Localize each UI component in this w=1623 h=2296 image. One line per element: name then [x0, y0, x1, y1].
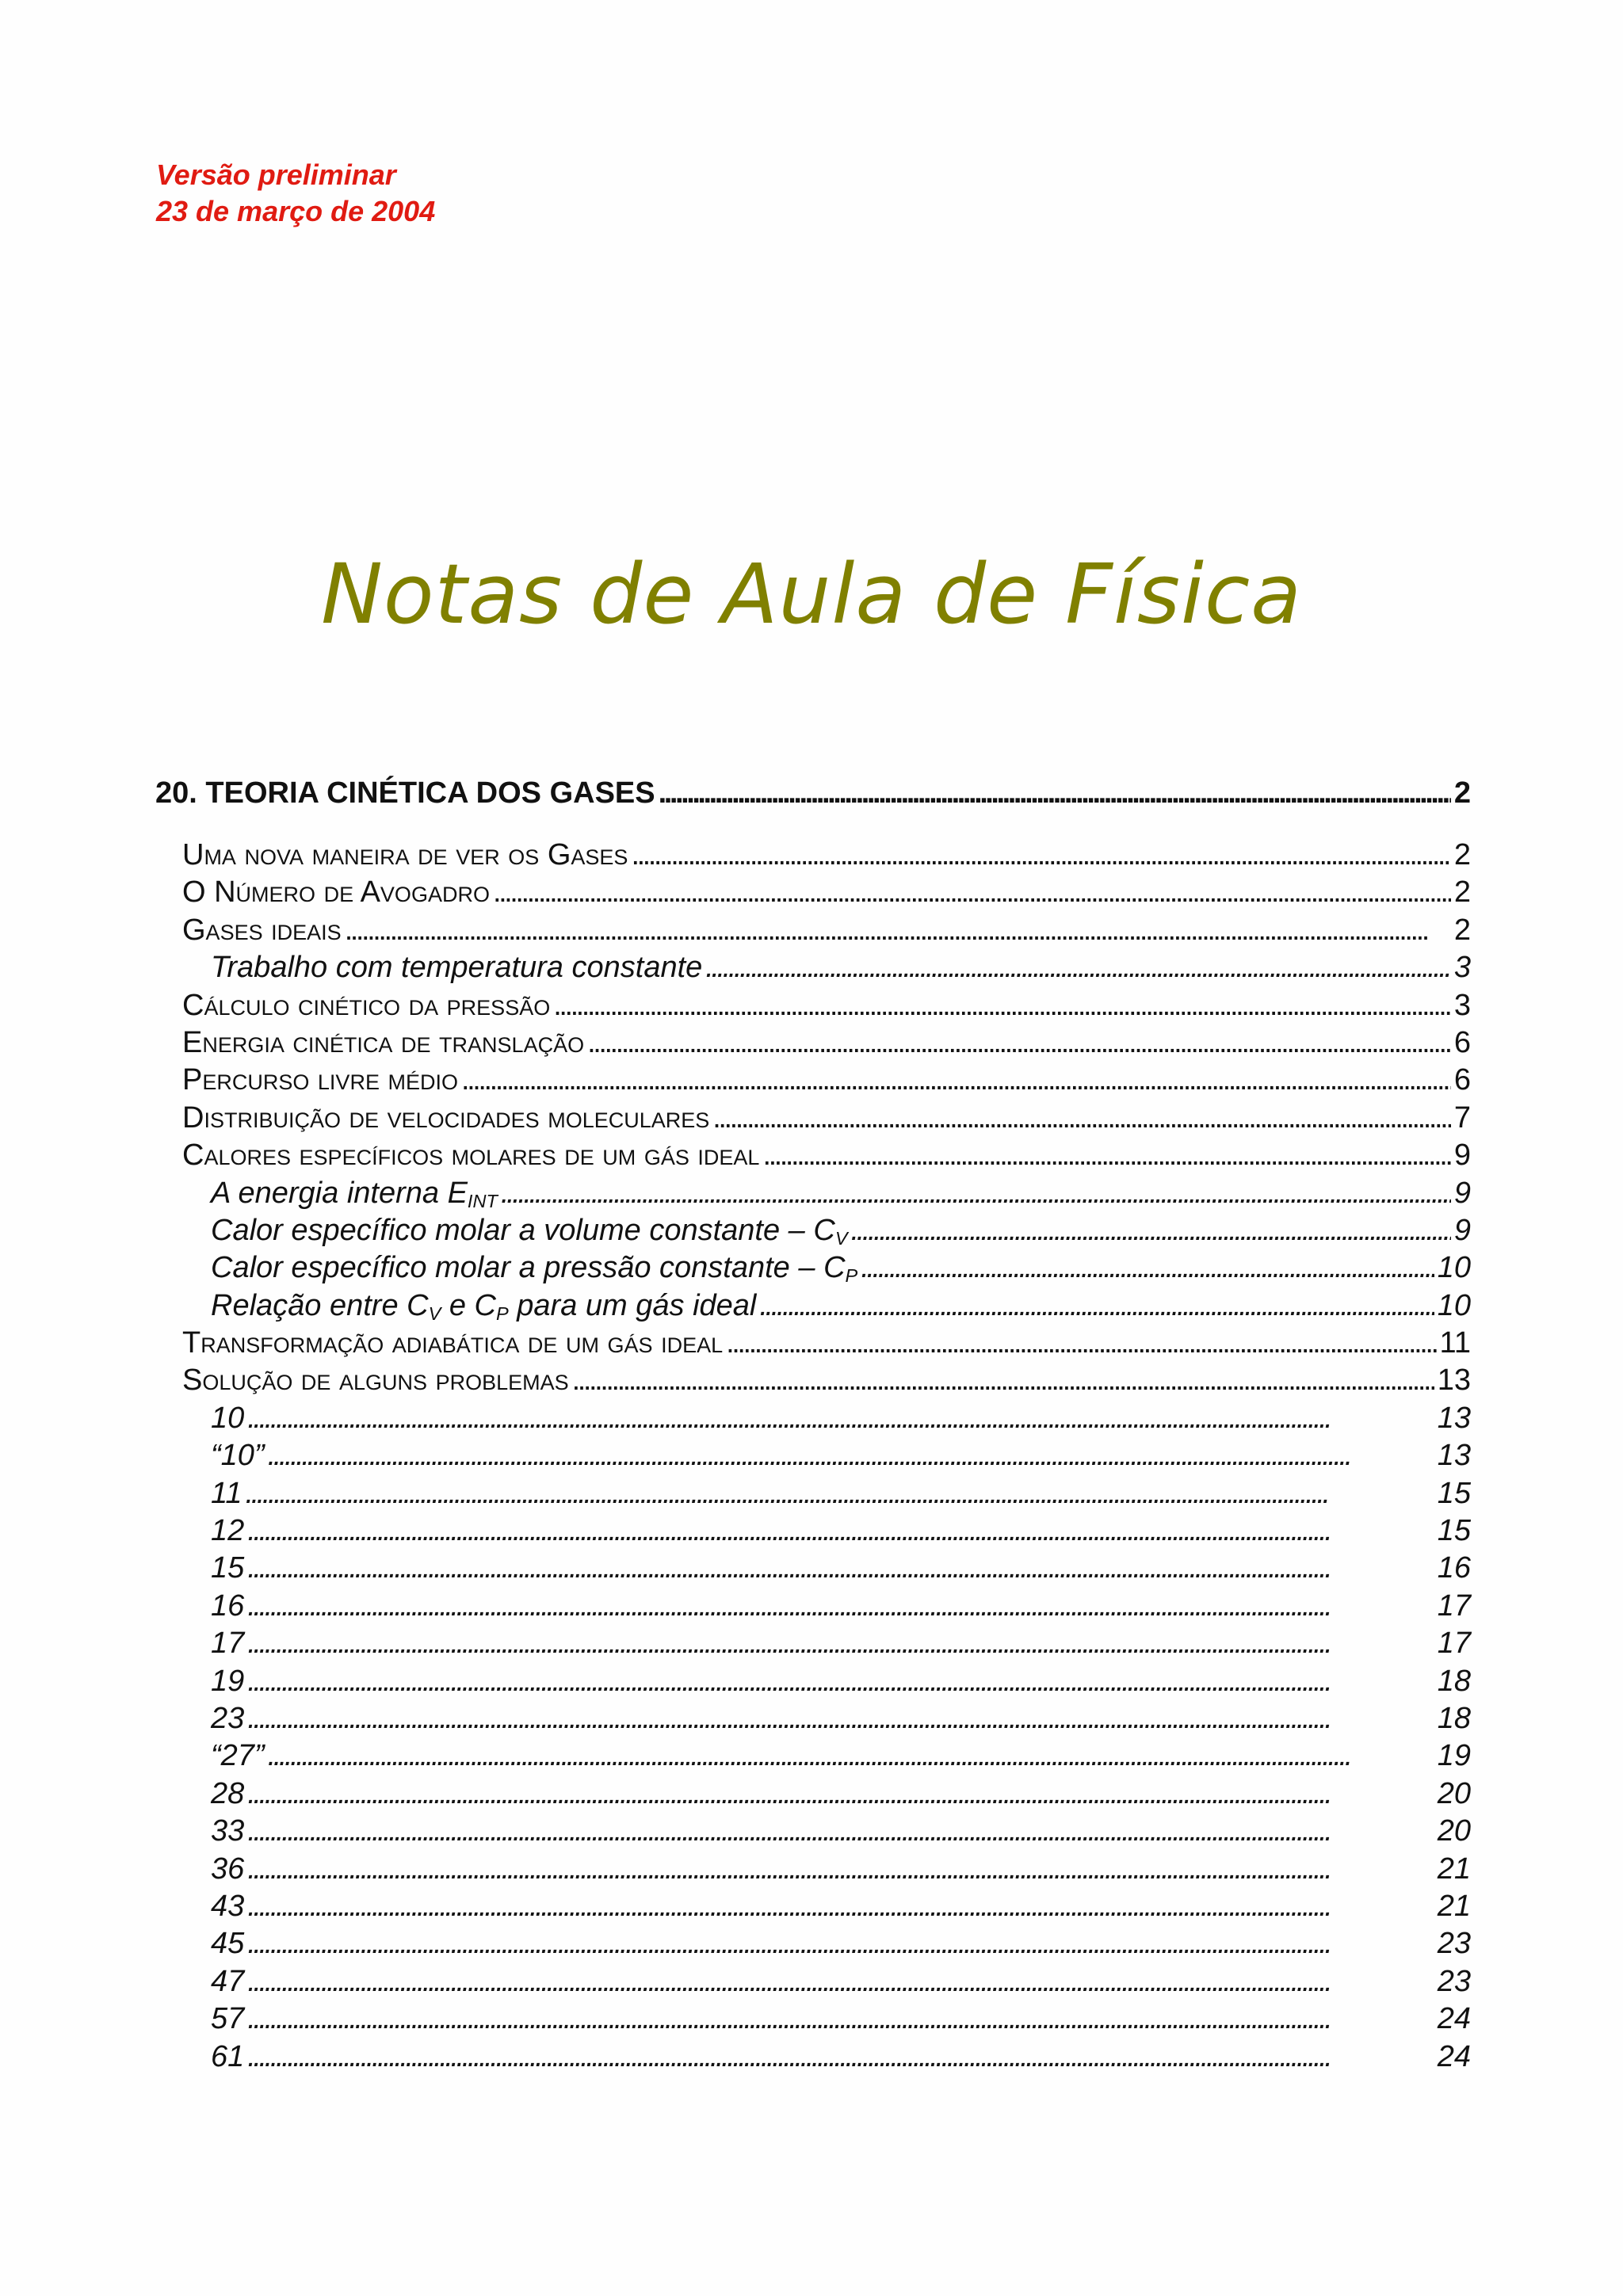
toc-subsection-entry[interactable]: [155, 2040, 1471, 2077]
toc-entry-label-text: 43: [211, 1889, 245, 1923]
toc-entry-label: [211, 1814, 244, 1848]
toc-dot-leader: [851, 1214, 1451, 1248]
toc-entry-page: 21: [1437, 1852, 1471, 1886]
toc-entry-page: 9: [1453, 1138, 1471, 1173]
toc-entry-page: 10: [1437, 1288, 1471, 1322]
toc-dot-leader: [712, 1101, 1451, 1135]
toc-section-entry[interactable]: [155, 989, 1471, 1026]
version-date: 23 de março de 2004: [156, 195, 436, 227]
toc-entry-label: 20. TEORIA CINÉTICA DOS GASES: [155, 776, 655, 810]
toc-dot-leader: [247, 1965, 1434, 1999]
version-header: [156, 157, 435, 230]
toc-dot-leader: [861, 1251, 1434, 1285]
toc-entry-label: [182, 1326, 723, 1360]
toc-dot-leader: [245, 1477, 1434, 1511]
toc-entry-page: 3: [1453, 988, 1471, 1022]
toc-entry-page: 17: [1437, 1589, 1471, 1623]
toc-subsection-entry[interactable]: [155, 1627, 1471, 1664]
toc-entry-label-text: 57: [211, 2002, 245, 2036]
toc-entry-label: [182, 913, 342, 948]
toc-entry-subscript: P: [496, 1302, 509, 1324]
toc-subsection-entry[interactable]: [155, 2002, 1471, 2039]
toc-entry-page: 3: [1453, 951, 1471, 985]
toc-entry-label-continuation: para um gás ideal: [508, 1288, 757, 1322]
toc-entry-page: 13: [1437, 1363, 1471, 1398]
toc-entry-page: 2: [1453, 776, 1471, 810]
toc-entry-label-text: 36: [211, 1852, 245, 1886]
toc-entry-label: [211, 951, 702, 985]
toc-entry-subscript: P: [845, 1265, 858, 1287]
toc-entry-label-text: Transformação adiabática de um gás ideal: [182, 1326, 724, 1360]
toc-chapter-entry[interactable]: [155, 776, 1471, 838]
toc-entry-page: 21: [1437, 1889, 1471, 1923]
toc-subsection-entry[interactable]: [155, 1890, 1471, 1927]
toc-entry-page: 2: [1453, 913, 1471, 947]
toc-entry-label-text: Energia cinética de translação: [182, 1025, 585, 1059]
toc-entry-label: [211, 2040, 244, 2074]
toc-entry-label: [211, 1777, 244, 1811]
toc-entry-page: 9: [1453, 1176, 1471, 1210]
toc-entry-label: [211, 1627, 244, 1661]
toc-section-entry[interactable]: [155, 913, 1471, 951]
toc-entry-label-text: Trabalho com temperatura constante: [211, 951, 703, 985]
toc-section-entry[interactable]: [155, 838, 1471, 875]
toc-entry-label-text: 47: [211, 1964, 245, 1998]
toc-subsection-entry[interactable]: [155, 1927, 1471, 1964]
toc-section-entry[interactable]: [155, 1363, 1471, 1401]
toc-subsection-entry[interactable]: [155, 1289, 1471, 1326]
toc-dot-leader: [762, 1138, 1450, 1173]
toc-dot-leader: [572, 1363, 1434, 1398]
toc-dot-leader: [461, 1063, 1451, 1097]
toc-entry-page: 13: [1437, 1401, 1471, 1435]
toc-entry-label-text: O Número de Avogadro: [182, 875, 490, 910]
toc-entry-page: 18: [1437, 1701, 1471, 1735]
toc-subsection-entry[interactable]: [155, 951, 1471, 988]
toc-dot-leader: [247, 1777, 1434, 1811]
toc-entry-label: [211, 1965, 244, 1999]
toc-section-entry[interactable]: [155, 875, 1471, 913]
toc-dot-leader: [705, 951, 1451, 985]
toc-entry-page: 23: [1437, 1964, 1471, 1998]
toc-dot-leader: [247, 1890, 1434, 1924]
toc-entry-label-text: Relação entre C: [211, 1288, 429, 1322]
document-title: Notas de Aula de Física: [321, 546, 1302, 643]
toc-dot-leader: [247, 2002, 1434, 2036]
toc-entry-label: [211, 1251, 857, 1285]
toc-entry-label-text: Cálculo cinético da pressão: [182, 988, 551, 1022]
toc-dot-leader: [659, 776, 1451, 810]
toc-entry-label: [182, 1101, 709, 1135]
toc-dot-leader: [247, 1514, 1434, 1548]
toc-entry-label-text: 61: [211, 2039, 245, 2073]
toc-dot-leader: [247, 1627, 1434, 1661]
toc-entry-label-text: Solução de alguns problemas: [182, 1363, 569, 1398]
toc-dot-leader: [493, 875, 1451, 910]
toc-entry-page: 13: [1437, 1439, 1471, 1473]
toc-subsection-entry[interactable]: [155, 1702, 1471, 1739]
toc-entry-page: 15: [1437, 1514, 1471, 1548]
toc-entry-label-text: 16: [211, 1589, 245, 1623]
toc-entry-label: [211, 1702, 244, 1736]
toc-entry-label-text: Distribuição de velocidades moleculares: [182, 1100, 710, 1135]
toc-entry-page: 20: [1437, 1814, 1471, 1848]
toc-entry-label-text: 10: [211, 1401, 245, 1435]
toc-entry-page: 17: [1437, 1627, 1471, 1661]
toc-entry-label: [182, 838, 628, 872]
toc-entry-page: 6: [1453, 1025, 1471, 1059]
toc-entry-page: 24: [1437, 2002, 1471, 2036]
toc-dot-leader: [247, 1852, 1434, 1886]
toc-entry-page: 23: [1437, 1927, 1471, 1961]
toc-entry-label-text: 17: [211, 1627, 245, 1661]
table-of-contents: [155, 776, 1471, 2077]
toc-subsection-entry[interactable]: [155, 1852, 1471, 1890]
toc-entry-label: [211, 1439, 265, 1473]
toc-dot-leader: [247, 1665, 1434, 1699]
toc-entry-label: [211, 1852, 244, 1886]
toc-dot-leader: [345, 913, 1451, 948]
toc-subsection-entry[interactable]: [155, 1214, 1471, 1251]
toc-section-entry[interactable]: [155, 1138, 1471, 1176]
toc-subsection-entry[interactable]: [155, 1439, 1471, 1476]
toc-entry-label-text: “27”: [211, 1739, 265, 1773]
toc-entry-label-text: Calor específico molar a volume constante – C: [211, 1213, 835, 1247]
toc-entry-page: 10: [1437, 1251, 1471, 1285]
toc-entry-label: [211, 1177, 498, 1211]
toc-dot-leader: [247, 1814, 1434, 1848]
toc-entry-label: [211, 1289, 756, 1323]
version-label: Versão preliminar: [156, 158, 396, 191]
toc-subsection-entry[interactable]: [155, 1551, 1471, 1589]
toc-entry-page: 20: [1437, 1776, 1471, 1810]
toc-subsection-entry[interactable]: [155, 1177, 1471, 1214]
toc-subsection-entry[interactable]: [155, 1814, 1471, 1852]
toc-dot-leader: [247, 1551, 1434, 1585]
toc-entry-label: [211, 1214, 848, 1248]
toc-entry-label: [211, 2002, 244, 2036]
toc-subsection-entry[interactable]: [155, 1251, 1471, 1288]
toc-entry-label: [211, 1665, 244, 1699]
toc-entry-label-text: Calor específico molar a pressão constante – C: [211, 1251, 846, 1285]
toc-dot-leader: [247, 2040, 1434, 2074]
toc-entry-page: 2: [1453, 875, 1471, 910]
toc-subsection-entry[interactable]: [155, 1665, 1471, 1702]
toc-entry-label: [211, 1890, 244, 1924]
toc-dot-leader: [268, 1739, 1434, 1773]
toc-dot-leader: [247, 1702, 1434, 1736]
toc-subsection-entry[interactable]: [155, 1739, 1471, 1776]
toc-entry-label-text: 15: [211, 1551, 245, 1585]
toc-entry-label: [211, 1402, 244, 1436]
toc-entry-label-continuation: e C: [441, 1288, 497, 1322]
toc-dot-leader: [631, 838, 1450, 872]
toc-subsection-entry[interactable]: [155, 1777, 1471, 1814]
toc-section-entry[interactable]: [155, 1101, 1471, 1138]
toc-entry-label-text: Calores específicos molares de um gás ideal: [182, 1138, 760, 1173]
toc-entry-label-text: “10”: [211, 1439, 265, 1473]
toc-entry-page: 9: [1453, 1213, 1471, 1247]
toc-entry-label-text: 11: [211, 1476, 242, 1510]
toc-entry-label: [211, 1739, 265, 1773]
toc-entry-page: 2: [1453, 838, 1471, 871]
toc-entry-page: 18: [1437, 1664, 1471, 1698]
toc-entry-subscript: V: [834, 1227, 848, 1249]
toc-entry-page: 19: [1437, 1739, 1471, 1773]
toc-subsection-entry[interactable]: [155, 1965, 1471, 2002]
toc-entry-label-text: 12: [211, 1514, 245, 1548]
toc-subsection-entry[interactable]: [155, 1402, 1471, 1439]
toc-entry-subscript: V: [428, 1302, 441, 1324]
toc-entry-label-text: 23: [211, 1701, 245, 1735]
toc-dot-leader: [553, 989, 1451, 1023]
toc-entry-label: [182, 875, 490, 910]
toc-dot-leader: [759, 1289, 1434, 1323]
toc-entry-list: [155, 838, 1471, 2077]
toc-dot-leader: [726, 1326, 1436, 1360]
toc-dot-leader: [268, 1439, 1434, 1473]
toc-entry-subscript: INT: [467, 1190, 498, 1211]
toc-entry-page: 11: [1439, 1326, 1471, 1360]
toc-subsection-entry[interactable]: [155, 1514, 1471, 1551]
toc-entry-page: 16: [1437, 1551, 1471, 1585]
toc-entry-label: [182, 1363, 569, 1398]
toc-entry-label: [182, 989, 550, 1023]
toc-entry-page: 24: [1437, 2039, 1471, 2073]
toc-entry-label-text: 33: [211, 1814, 245, 1848]
toc-entry-label: [211, 1927, 244, 1961]
toc-dot-leader: [587, 1026, 1451, 1060]
toc-section-entry[interactable]: [155, 1026, 1471, 1063]
toc-entry-label: [182, 1138, 759, 1173]
toc-entry-label: [211, 1514, 244, 1548]
toc-entry-label: [182, 1026, 584, 1060]
toc-entry-label-text: A energia interna E: [211, 1176, 468, 1210]
toc-entry-label-text: 45: [211, 1927, 245, 1961]
toc-entry-label-text: 28: [211, 1776, 245, 1810]
toc-entry-page: 7: [1453, 1100, 1471, 1135]
toc-entry-label: [182, 1063, 458, 1097]
toc-dot-leader: [247, 1402, 1434, 1436]
toc-entry-label-text: 19: [211, 1664, 245, 1698]
toc-entry-label: [211, 1589, 244, 1623]
toc-entry-label-text: Percurso livre médio: [182, 1063, 459, 1097]
toc-entry-label: [211, 1551, 244, 1585]
toc-dot-leader: [247, 1927, 1434, 1961]
toc-section-entry[interactable]: [155, 1326, 1471, 1363]
toc-dot-leader: [501, 1177, 1451, 1211]
toc-entry-page: 6: [1453, 1063, 1471, 1097]
toc-subsection-entry[interactable]: [155, 1477, 1471, 1514]
toc-entry-label: [211, 1477, 242, 1511]
toc-dot-leader: [247, 1589, 1434, 1623]
toc-section-entry[interactable]: [155, 1063, 1471, 1100]
toc-entry-label-text: Gases ideais: [182, 913, 342, 947]
toc-entry-label-text: Uma nova maneira de ver os Gases: [182, 838, 628, 871]
toc-entry-page: 15: [1437, 1476, 1471, 1510]
toc-subsection-entry[interactable]: [155, 1589, 1471, 1627]
